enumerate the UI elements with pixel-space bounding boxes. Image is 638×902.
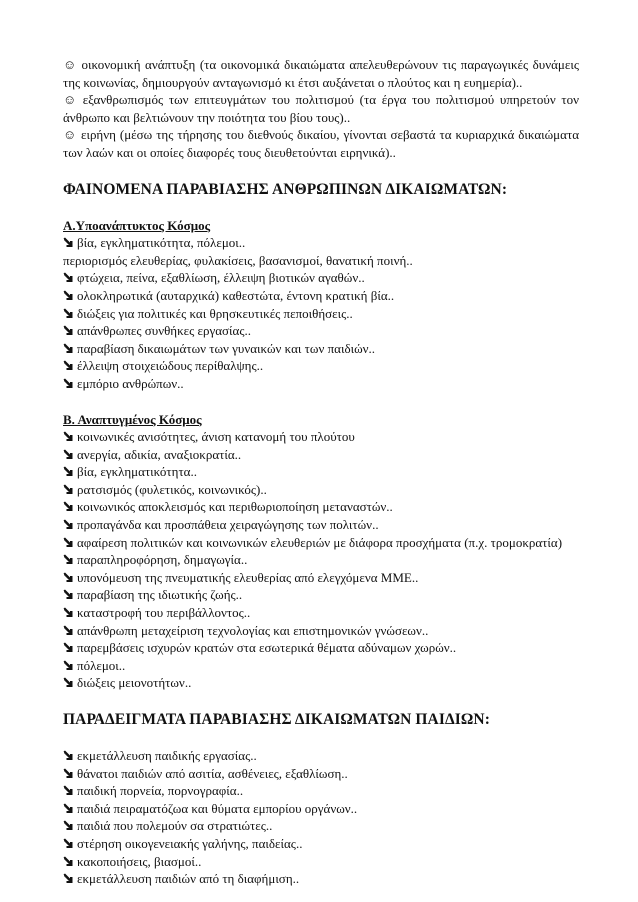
list-item-text: κακοποιήσεις, βιασμοί..: [77, 853, 202, 869]
list-item: [63, 853, 579, 871]
arrow-bullet-icon: [63, 325, 74, 336]
list-item: [63, 305, 579, 323]
list-item-text: εμπόριο ανθρώπων..: [77, 375, 184, 391]
arrow-bullet-icon: [63, 572, 74, 583]
list-item: [63, 516, 579, 534]
intro-paragraph: [63, 91, 579, 126]
list-developed-world: [63, 428, 579, 692]
list-item: [63, 322, 579, 340]
arrow-bullet-icon: [63, 537, 74, 548]
list-item: [63, 747, 579, 765]
list-item-text: αφαίρεση πολιτικών και κοινωνικών ελευθεριών με διάφορα προσχήματα (π.χ. τρομοκρατία): [77, 534, 563, 550]
list-item: [63, 269, 579, 287]
subheading-developed-world: Β. Αναπτυγμένος Κόσμος: [63, 411, 202, 427]
list-item: [63, 498, 579, 516]
list-item-text: βία, εγκληματικότητα, πόλεμοι..: [77, 235, 246, 251]
arrow-bullet-icon: [63, 785, 74, 796]
list-item: [63, 835, 579, 853]
list-item-text: παραβίαση δικαιωμάτων των γυναικών και των παιδιών..: [77, 340, 375, 356]
list-item-text: εκμετάλλευση παιδικής εργασίας..: [77, 748, 257, 763]
list-item-text: βία, εγκληματικότητα..: [77, 464, 197, 480]
list-item: [63, 817, 579, 835]
arrow-bullet-icon: [63, 589, 74, 600]
list-item-text: προπαγάνδα και προσπάθεια χειραγώγησης των πολιτών..: [77, 517, 379, 533]
list-item-text: ολοκληρωτικά (αυταρχικά) καθεστώτα, έντονη κρατική βία..: [77, 287, 395, 303]
arrow-bullet-icon: [63, 820, 74, 831]
document-page: [63, 56, 579, 888]
intro-text: οικονομική ανάπτυξη (τα οικονομικά δικαιώματα απελευθερώνουν τις παραγωγικές δυνάμεις της κοινωνίας, δημιουργούν ανταγωνισμό κι έτσι αυξάνεται ο πλούτος και η ευημερία)..: [63, 57, 579, 90]
list-item: [63, 234, 579, 252]
list-item: [63, 534, 579, 552]
list-item-text: ανεργία, αδικία, αναξιοκρατία..: [77, 446, 242, 462]
arrow-bullet-icon: [63, 838, 74, 849]
list-developing-world: [63, 234, 579, 392]
intro-paragraph: [63, 56, 579, 91]
arrow-bullet-icon: [63, 803, 74, 814]
list-item: [63, 782, 579, 800]
list-children-rights: [63, 747, 579, 888]
list-item-text: έλλειψη στοιχειώδους περίθαλψης..: [77, 358, 264, 374]
arrow-bullet-icon: [63, 768, 74, 779]
list-item: [63, 252, 579, 270]
arrow-bullet-icon: [63, 378, 74, 389]
arrow-bullet-icon: [63, 272, 74, 283]
list-item: [63, 639, 579, 657]
list-item: [63, 463, 579, 481]
section-heading-children: ΠΑΡΑΔΕΙΓΜΑΤΑ ΠΑΡΑΒΙΑΣΗΣ ΔΙΚΑΙΩΜΑΤΩΝ ΠΑΙΔΙΩΝ:: [63, 711, 490, 728]
smiley-icon: ☺: [63, 127, 77, 143]
arrow-bullet-icon: [63, 677, 74, 688]
list-item: [63, 428, 579, 446]
arrow-bullet-icon: [63, 466, 74, 477]
list-item-text: φτώχεια, πείνα, εξαθλίωση, έλλειψη βιοτικών αγαθών..: [77, 270, 365, 286]
list-item-text: κοινωνικές ανισότητες, άνιση κατανομή του πλούτου: [77, 429, 355, 445]
list-item-text: ρατσισμός (φυλετικός, κοινωνικός)..: [77, 481, 267, 497]
subheading-developing-world: Α.Υποανάπτυκτος Κόσμος: [63, 217, 211, 233]
list-item-text: απάνθρωπη μεταχείριση τεχνολογίας και επιστημονικών γνώσεων..: [77, 622, 429, 638]
list-item: [63, 446, 579, 464]
arrow-bullet-icon: [63, 856, 74, 867]
list-item-text: παραπληροφόρηση, δημαγωγία..: [77, 552, 248, 568]
list-item: [63, 569, 579, 587]
arrow-bullet-icon: [63, 449, 74, 460]
smiley-icon: ☺: [63, 57, 77, 72]
arrow-bullet-icon: [63, 360, 74, 371]
list-item-text: υπονόμευση της πνευματικής ελευθερίας από ελεγχόμενα ΜΜΕ..: [77, 569, 419, 585]
arrow-bullet-icon: [63, 642, 74, 653]
arrow-bullet-icon: [63, 519, 74, 530]
intro-text: εξανθρωπισμός των επιτευγμάτων του πολιτισμού (τα έργα του πολιτισμού υπηρετούν τον άνθρωπο και βελτιώνουν την ποιότητα του βίου τους)..: [63, 92, 580, 125]
arrow-bullet-icon: [63, 237, 74, 248]
arrow-bullet-icon: [63, 660, 74, 671]
list-item-text: εκμετάλλευση παιδιών από τη διαφήμιση..: [77, 871, 300, 887]
list-item-text: παραβίαση της ιδιωτικής ζωής..: [77, 587, 243, 603]
arrow-bullet-icon: [63, 290, 74, 301]
arrow-bullet-icon: [63, 431, 74, 442]
list-item-text: πόλεμοι..: [77, 657, 126, 673]
list-item-text: απάνθρωπες συνθήκες εργασίας..: [77, 323, 251, 339]
list-item-text: καταστροφή του περιβάλλοντος..: [77, 605, 251, 621]
list-item-text: κοινωνικός αποκλεισμός και περιθωριοποίηση μεταναστών..: [77, 499, 393, 515]
list-item: [63, 481, 579, 499]
list-item: [63, 622, 579, 640]
intro-text: ειρήνη (μέσω της τήρησης του διεθνούς δικαίου, γίνονται σεβαστά τα κυριαρχικά δικαιώματα των λαών και οι οποίες διαφορές τους διευθετούνται ειρηνικά)..: [63, 127, 579, 160]
arrow-bullet-icon: [63, 484, 74, 495]
arrow-bullet-icon: [63, 625, 74, 636]
arrow-bullet-icon: [63, 607, 74, 618]
list-item: [63, 604, 579, 622]
list-item: [63, 674, 579, 692]
list-item: [63, 357, 579, 375]
list-item: [63, 340, 579, 358]
list-item: [63, 800, 579, 818]
intro-paragraph: [63, 126, 579, 161]
arrow-bullet-icon: [63, 750, 74, 761]
list-item-text: διώξεις μειονοτήτων..: [77, 675, 192, 691]
section-heading-violations: ΦΑΙΝΟΜΕΝΑ ΠΑΡΑΒΙΑΣΗΣ ΑΝΘΡΩΠΙΝΩΝ ΔΙΚΑΙΩΜΑΤΩΝ:: [63, 180, 508, 198]
list-item: [63, 870, 579, 888]
arrow-bullet-icon: [63, 308, 74, 319]
list-item: [63, 765, 579, 783]
arrow-bullet-icon: [63, 554, 74, 565]
list-item: [63, 586, 579, 604]
list-item: [63, 551, 579, 569]
list-item: [63, 287, 579, 305]
smiley-icon: ☺: [63, 92, 77, 108]
list-item: [63, 657, 579, 675]
list-item-text: θάνατοι παιδιών από ασιτία, ασθένειες, εξαθλίωση..: [77, 765, 348, 781]
list-item-text: παρεμβάσεις ισχυρών κρατών στα εσωτερικά θέματα αδύναμων χωρών..: [77, 640, 457, 656]
list-item-text: παιδιά που πολεμούν σα στρατιώτες..: [77, 818, 273, 834]
arrow-bullet-icon: [63, 873, 74, 884]
list-item-text: περιορισμός ελευθερίας, φυλακίσεις, βασανισμοί, θανατική ποινή..: [63, 252, 413, 268]
list-item-text: διώξεις για πολιτικές και θρησκευτικές πεποιθήσεις..: [77, 305, 353, 321]
arrow-bullet-icon: [63, 501, 74, 512]
list-item: [63, 375, 579, 393]
list-item-text: στέρηση οικογενειακής γαλήνης, παιδείας..: [77, 835, 303, 851]
list-item-text: παιδιά πειραματόζωα και θύματα εμπορίου οργάνων..: [77, 800, 358, 816]
arrow-bullet-icon: [63, 343, 74, 354]
list-item-text: παιδική πορνεία, πορνογραφία..: [77, 783, 244, 799]
